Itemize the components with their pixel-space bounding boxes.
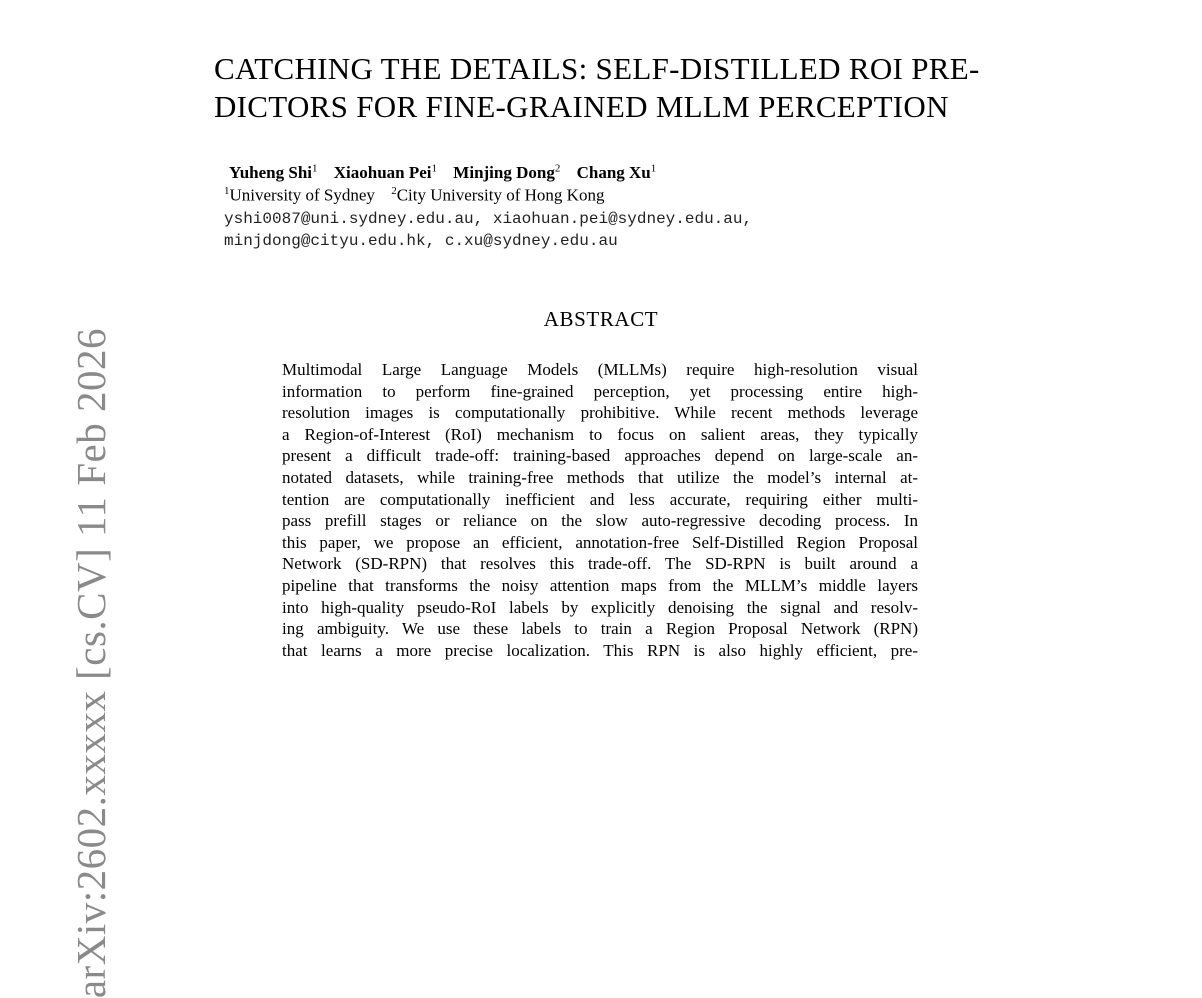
abstract-line: Multimodal Large Language Models (MLLMs) require high-resolution visual bbox=[282, 360, 918, 379]
abstract-line: a Region-of-Interest (RoI) mechanism to focus on salient areas, they typically bbox=[282, 424, 918, 444]
abstract-line: this paper, we propose an efficient, annotation-free Self-Distilled Region Proposal bbox=[282, 532, 918, 552]
abstract-line: tention are computationally inefficient and less accurate, requiring either multi- bbox=[282, 489, 918, 509]
abstract-line: Network (SD-RPN) that resolves this trade-off. The SD-RPN is built around a bbox=[282, 554, 918, 574]
author-name: Chang Xu bbox=[576, 162, 651, 182]
abstract-heading: ABSTRACT bbox=[543, 307, 659, 331]
author-name: Yuheng Shi bbox=[229, 162, 313, 182]
affiliation-name: City University of Hong Kong bbox=[396, 185, 605, 205]
author bbox=[453, 163, 560, 182]
author bbox=[229, 163, 318, 182]
affiliation-name: University of Sydney bbox=[229, 185, 375, 205]
affiliations bbox=[224, 185, 604, 206]
abstract-line: pipeline that transforms the noisy attention maps from the MLLM’s middle layers bbox=[282, 575, 918, 595]
abstract-line: ing ambiguity. We use these labels to train a Region Proposal Network (RPN) bbox=[282, 619, 918, 639]
author bbox=[334, 163, 437, 182]
abstract-line: present a difficult trade-off: training-based approaches depend on large-scale an- bbox=[282, 446, 918, 466]
email-line-2: minjdong@cityu.edu.hk, c.xu@sydney.edu.au bbox=[224, 232, 618, 250]
abstract-line: into high-quality pseudo-RoI labels by explicitly denoising the signal and resolv- bbox=[282, 597, 918, 617]
author-affiliation-mark: 1 bbox=[650, 162, 657, 174]
author-affiliation-mark: 2 bbox=[554, 162, 561, 174]
abstract-line: that learns a more precise localization. This RPN is also highly efficient, pre- bbox=[282, 640, 918, 660]
author-name: Xiaohuan Pei bbox=[333, 162, 432, 182]
abstract-line: notated datasets, while training-free methods that utilize the model’s internal at- bbox=[282, 467, 918, 487]
author-list bbox=[229, 162, 668, 183]
author bbox=[577, 163, 657, 182]
email-line-1: yshi0087@uni.sydney.edu.au, xiaohuan.pei@sydney.edu.au, bbox=[224, 210, 753, 228]
abstract-line: resolution images is computationally prohibitive. While recent methods leverage bbox=[282, 403, 918, 423]
author-name: Minjing Dong bbox=[453, 162, 555, 182]
author-affiliation-mark: 1 bbox=[431, 162, 438, 174]
abstract-line: pass prefill stages or reliance on the slow auto-regressive decoding process. In bbox=[282, 511, 918, 531]
arxiv-stamp bbox=[24, 328, 114, 998]
affiliation-number: 2 bbox=[391, 185, 397, 197]
author-affiliation-mark: 1 bbox=[312, 162, 318, 174]
title-line-2: DICTORS FOR FINE-GRAINED MLLM PERCEPTION bbox=[214, 89, 949, 124]
paper-title bbox=[214, 50, 1014, 126]
title-line-1: CATCHING THE DETAILS: SELF-DISTILLED ROI PRE- bbox=[214, 51, 980, 86]
affiliation-number: 1 bbox=[224, 185, 230, 197]
arxiv-stamp-text: arXiv:2602.xxxxx [cs.CV] 11 Feb 2026 bbox=[68, 328, 114, 998]
abstract-line: information to perform fine-grained perception, yet processing entire high- bbox=[282, 381, 918, 401]
abstract-body bbox=[282, 359, 918, 661]
author-emails bbox=[224, 208, 752, 252]
